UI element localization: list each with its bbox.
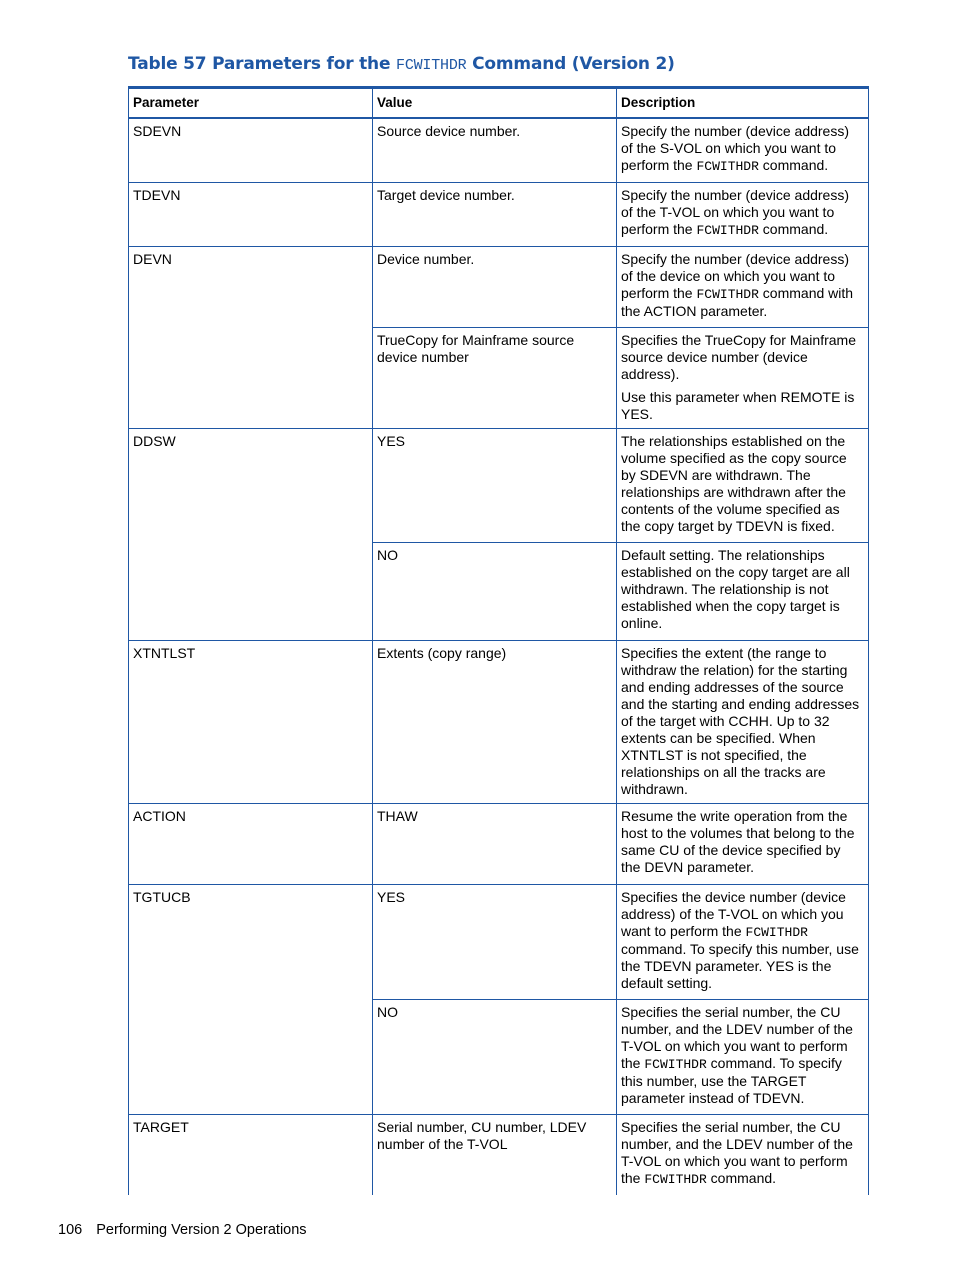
parameter-cell: DEVN [129,246,373,428]
description-cell [617,118,869,182]
description-paragraph: Use this parameter when REMOTE is YES. [621,388,855,422]
value-cell: Device number. [373,246,617,327]
value-cell: YES [373,884,617,999]
table-row [129,884,869,999]
table-row [129,803,869,884]
table-row [129,182,869,246]
value-cell: Serial number, CU number, LDEV number of the T-VOL [373,1114,617,1195]
table-row [129,640,869,803]
description-text: command. [758,157,829,173]
table-row [129,118,869,182]
description-cell: Specifies the extent (the range to withdraw the relation) for the starting and ending addresses of the source and the starting and ending addresses of the target with CCHH. Up to 32 extents can be specified. When XTNTLST is not specified, the relationships on all the tracks are withdrawn. [617,640,869,803]
table-row [129,246,869,327]
description-cell: Resume the write operation from the host to the volumes that belong to the same CU of the device specified by the DEVN parameter. [617,803,869,884]
parameters-table [128,86,869,1195]
description-text: Specify the number (device address) of the S-VOL on which you want to perform the [621,123,849,173]
description-text: command. To specify this number, use the TDEVN parameter. YES is the default setting. [621,940,859,991]
value-cell: NO [373,542,617,640]
description-cell [617,182,869,246]
description-text: command. To specify this number, use the TARGET parameter instead of TDEVN. [621,1054,842,1106]
page-footer [58,1222,307,1238]
table-title-suffix: Command (Version 2) [466,54,675,74]
parameter-cell: SDEVN [129,118,373,182]
value-cell: Target device number. [373,182,617,246]
command-code: FCWITHDR [745,924,808,940]
parameter-cell: TARGET [129,1114,373,1195]
description-cell [617,246,869,327]
description-text: Specifies the serial number, the CU number, and the LDEV number of the T-VOL on which you want to perform the [621,1118,853,1186]
value-cell: NO [373,999,617,1114]
parameter-cell: TDEVN [129,182,373,246]
description-paragraph: Specifies the TrueCopy for Mainframe source device number (device address). [621,331,856,382]
command-code: FCWITHDR [696,159,759,174]
command-code: FCWITHDR [644,1171,707,1187]
parameter-cell: ACTION [129,803,373,884]
table-row [129,1114,869,1195]
table-title-code: FCWITHDR [396,57,467,74]
command-code: FCWITHDR [644,1056,707,1072]
command-code: FCWITHDR [696,222,759,238]
description-text: command with the ACTION parameter. [621,284,854,319]
table-header-row [129,88,869,119]
description-text: command. [706,1169,777,1186]
table-row [129,428,869,542]
table-title [128,54,675,74]
value-cell: TrueCopy for Mainframe source device number [373,327,617,428]
section-title: Performing Version 2 Operations [96,1222,307,1238]
description-text: command. [758,220,829,237]
description-cell: The relationships established on the volume specified as the copy source by SDEVN are withdrawn. The relationships are withdrawn after the contents of the volume specified as the copy target by TDEVN is fixed. [617,428,869,542]
description-cell [617,884,869,999]
table-title-prefix: Table 57 Parameters for the [128,54,397,74]
value-cell: Source device number. [373,118,617,182]
description-text: Specify the number (device address) of the T-VOL on which you want to perform the [621,186,849,237]
command-code: FCWITHDR [696,286,759,302]
description-text: Specifies the serial number, the CU number, and the LDEV number of the T-VOL on which you want to perform the [621,1003,853,1071]
description-cell [617,999,869,1114]
description-cell [617,1114,869,1195]
header-description: Description [617,88,869,119]
value-cell: THAW [373,803,617,884]
description-cell [617,327,869,428]
header-parameter: Parameter [129,88,373,119]
value-cell: Extents (copy range) [373,640,617,803]
page-number: 106 [58,1222,83,1238]
header-value: Value [373,88,617,119]
parameter-cell: DDSW [129,428,373,640]
parameter-cell: XTNTLST [129,640,373,803]
parameter-cell: TGTUCB [129,884,373,1114]
value-cell: YES [373,428,617,542]
description-text: Specify the number (device address) of the device on which you want to perform the [621,250,849,301]
description-text: Specifies the device number (device address) of the T-VOL on which you want to perform the [621,888,846,939]
description-cell: Default setting. The relationships established on the copy target are all withdrawn. The relationship is not established when the copy target is online. [617,542,869,640]
